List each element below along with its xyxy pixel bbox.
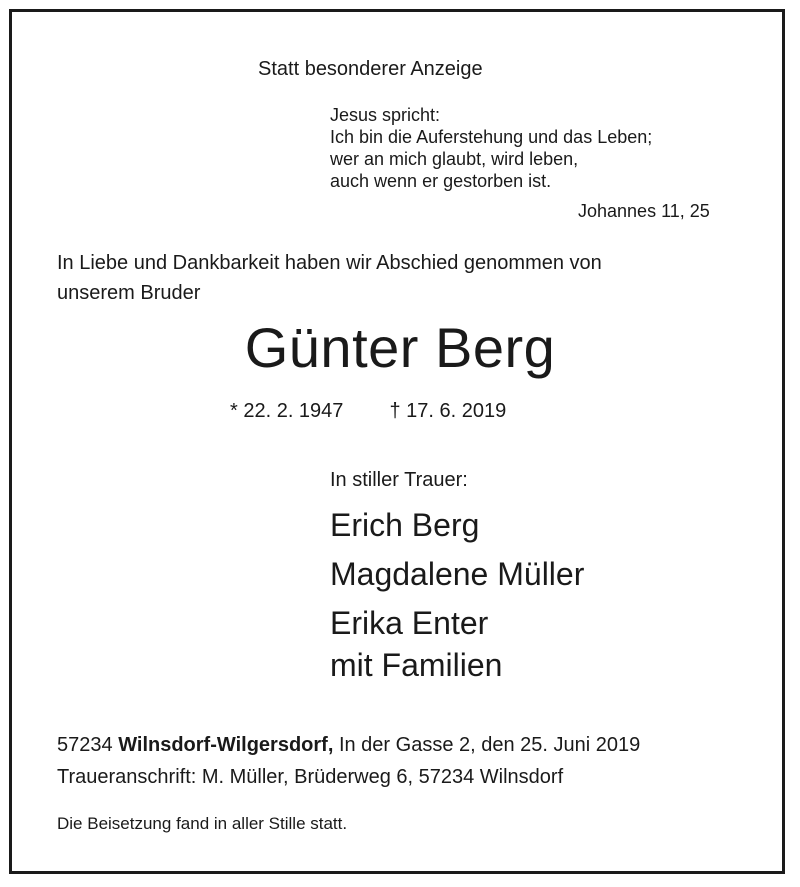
town-name: Wilnsdorf-Wilgersdorf, [118,734,334,756]
deceased-name: Günter Berg [244,316,556,379]
verse-reference: Johannes 11, 25 [578,201,710,221]
life-dates [230,398,506,424]
notice-header: Statt besonderer Anzeige [258,58,483,80]
verse-line: wer an mich glaubt, wird leben, [330,149,579,169]
mourner-name: Magdalene Müller [330,556,585,592]
intro-line: unserem Bruder [57,282,201,304]
death-date: † 17. 6. 2019 [389,400,507,422]
burial-note: Die Beisetzung fand in aller Stille statt. [57,814,348,833]
verse-line: Jesus spricht: [330,105,441,125]
intro-line: In Liebe und Dankbarkeit haben wir Abschied genommen von [57,252,602,274]
birth-date: * 22. 2. 1947 [230,400,344,422]
mourner-name: Erika Enter [330,605,489,641]
bible-verse [330,104,652,192]
place-date-line [57,730,640,760]
verse-line: auch wenn er gestorben ist. [330,171,552,191]
mourner-name: Erich Berg [330,507,480,543]
postcode: 57234 [57,734,113,756]
intro-text [57,248,602,308]
mourner-families: mit Familien [330,647,503,683]
street-date: In der Gasse 2, den 25. Juni 2019 [338,734,641,756]
mourning-address: Traueranschrift: M. Müller, Brüderweg 6, 57234 Wilnsdorf [57,766,564,788]
mourning-label: In stiller Trauer: [330,469,468,491]
verse-line: Ich bin die Auferstehung und das Leben; [330,127,653,147]
